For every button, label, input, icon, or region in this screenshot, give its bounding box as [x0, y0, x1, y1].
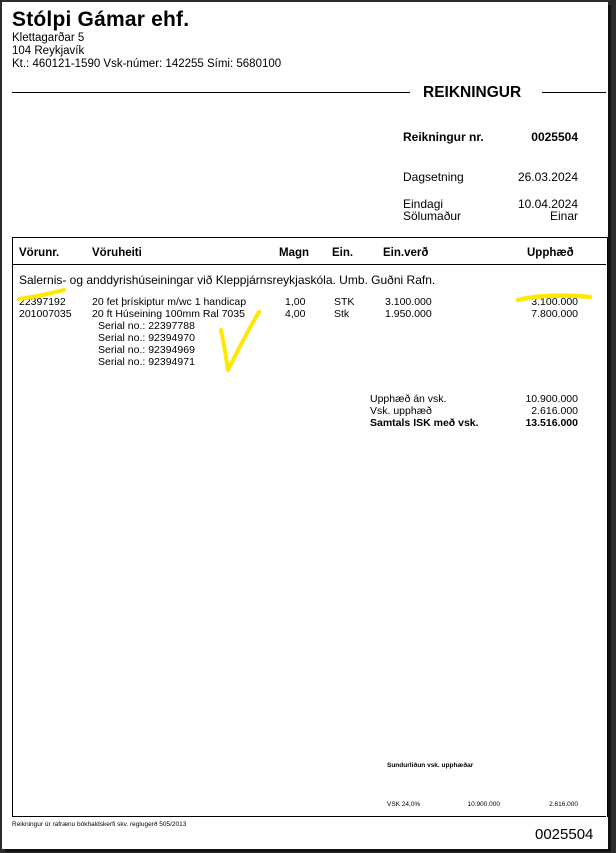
serial-number: Serial no.: 22397788: [98, 320, 195, 332]
seller-name: Einar: [549, 209, 578, 223]
date-label: Dagsetning: [403, 170, 464, 184]
vat-breakdown-amount: 2.616.000: [549, 801, 578, 808]
total-amount: 13.516.000: [525, 417, 578, 429]
row-1-qty: 1,00: [285, 296, 306, 308]
invoice-page: [2, 2, 608, 849]
footer-rule: [12, 816, 606, 817]
col-header-unit: Ein.: [332, 247, 354, 259]
net-amount: 10.900.000: [525, 393, 578, 405]
company-street: Klettagarðar 5: [12, 32, 85, 44]
vat-amount: 2.616.000: [531, 405, 578, 417]
serial-number: Serial no.: 92394971: [98, 356, 195, 368]
total-amount-label: Samtals ISK með vsk.: [370, 417, 479, 429]
row-1-amount: 3.100.000: [531, 296, 578, 308]
document-title: REIKNINGUR: [423, 84, 522, 101]
row-2-item-no: 201007035: [19, 308, 72, 320]
col-header-unit-price: Ein.verð: [383, 247, 429, 259]
row-1-name: 20 fet þrískiptur m/wc 1 handicap: [92, 296, 247, 308]
row-1-unit: STK: [334, 296, 355, 308]
header-rule: [12, 264, 606, 265]
invoice-number-label: Reikningur nr.: [403, 130, 484, 144]
vat-breakdown-title: Sundurliðun vsk. upphæðar: [387, 762, 474, 769]
row-2-name: 20 ft Húseining 100mm Ral 7035: [92, 308, 245, 320]
company-city: 104 Reykjavík: [12, 45, 85, 57]
row-2-unit: Stk: [334, 308, 350, 320]
row-1-unit-price: 3.100.000: [385, 296, 432, 308]
vat-base: 10.900.000: [467, 801, 500, 808]
company-name: Stólpi Gámar ehf.: [12, 8, 190, 31]
due-date-label: Eindagi: [403, 197, 444, 211]
col-header-qty: Magn: [279, 247, 310, 259]
row-2-qty: 4,00: [285, 308, 306, 320]
invoice-date: 26.03.2024: [517, 170, 578, 184]
row-2-unit-price: 1.950.000: [385, 308, 432, 320]
serial-number: Serial no.: 92394969: [98, 344, 195, 356]
row-1-item-no: 22397192: [19, 296, 66, 308]
col-header-amount: Upphæð: [527, 247, 574, 259]
due-date: 10.04.2024: [517, 197, 578, 211]
vat-amount-label: Vsk. upphæð: [370, 405, 432, 417]
footer-document-number: 0025504: [535, 826, 594, 843]
net-amount-label: Upphæð án vsk.: [370, 393, 447, 405]
seller-label: Sölumaður: [403, 209, 462, 223]
col-header-item-name: Vöruheiti: [92, 247, 142, 259]
invoice-number: 0025504: [531, 130, 578, 144]
title-rule-right: [542, 92, 606, 93]
title-rule-left: [12, 92, 410, 93]
row-2-amount: 7.800.000: [531, 308, 578, 320]
company-ids: Kt.: 460121-1590 Vsk-númer: 142255 Sími: 5680100: [12, 58, 282, 70]
serial-number: Serial no.: 92394970: [98, 332, 195, 344]
col-header-item-no: Vörunr.: [19, 247, 60, 259]
vat-rate: VSK 24,0%: [387, 801, 421, 808]
invoice-description: Salernis- og anddyrishúseiningar við Kleppjárnsreykjaskóla. Umb. Guðni Rafn.: [19, 273, 436, 287]
footer-note: Reikningur úr rafrænu bókhaldskerfi skv. reglugerð 505/2013: [12, 821, 187, 828]
